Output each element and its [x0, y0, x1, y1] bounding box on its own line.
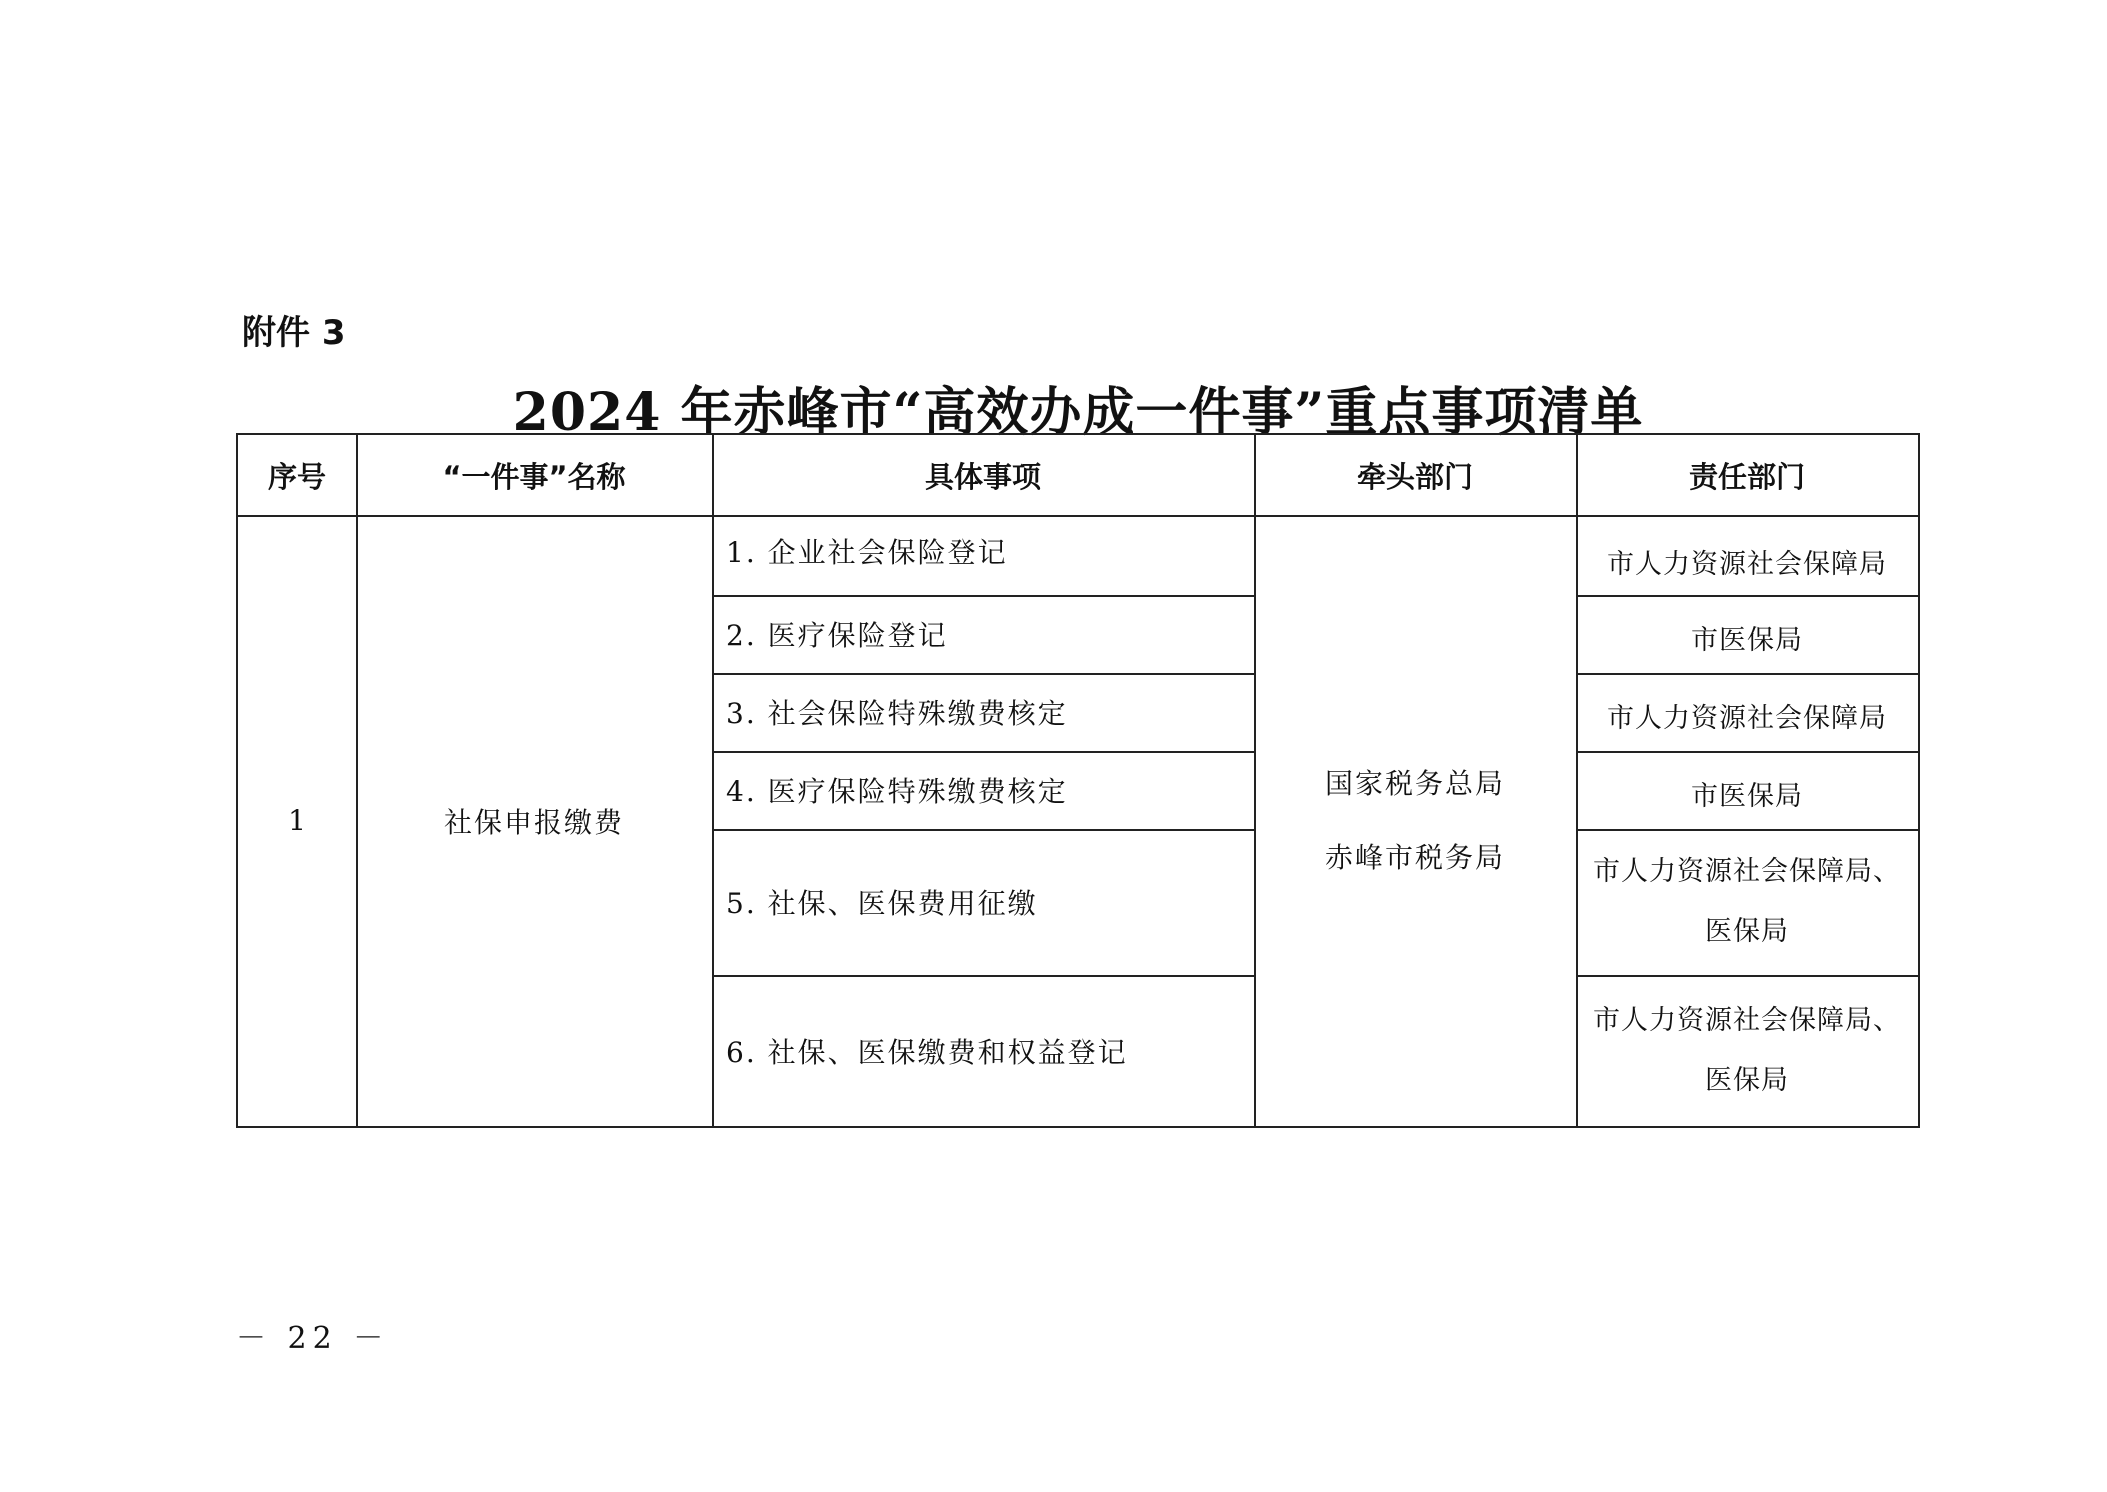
responsible-department-line: 市医保局: [1691, 781, 1803, 812]
page-title: 2024 年赤峰市“高效办成一件事”重点事项清单: [512, 382, 1644, 443]
page-number: － 22 －: [236, 1321, 390, 1356]
specific-item: 5. 社保、医保费用征缴: [726, 887, 1038, 920]
responsible-department-line: 市人力资源社会保障局: [1607, 549, 1887, 580]
lead-department-line: 国家税务总局: [1324, 766, 1505, 800]
responsible-department: [1576, 515, 1918, 595]
header-lead: 牵头部门: [1356, 459, 1473, 494]
lead-department-line: 赤峰市税务局: [1324, 840, 1505, 874]
header-items: 具体事项: [924, 459, 1041, 494]
responsible-department-line: 市医保局: [1691, 625, 1803, 656]
responsible-department-line: 市人力资源社会保障局: [1607, 703, 1887, 734]
responsible-department: [1576, 751, 1918, 829]
responsible-department-line: 市人力资源社会保障局、: [1593, 856, 1901, 887]
specific-item: 1. 企业社会保险登记: [726, 536, 1008, 569]
responsible-department: [1576, 829, 1918, 975]
attachment-label: 附件 3: [242, 313, 346, 353]
specific-item: 2. 医疗保险登记: [726, 619, 948, 652]
responsible-department-line: 市人力资源社会保障局、: [1593, 1004, 1901, 1036]
lead-department-cell: [1254, 515, 1576, 1126]
header-seq: 序号: [267, 459, 326, 494]
key-items-table: [236, 433, 1920, 1128]
responsible-department: [1576, 975, 1918, 1126]
seq-cell: 1: [288, 804, 306, 837]
specific-item: 4. 医疗保险特殊缴费核定: [726, 775, 1068, 808]
responsible-department: [1576, 595, 1918, 673]
header-name: “一件事”名称: [442, 459, 626, 494]
header-resp: 责任部门: [1688, 459, 1805, 494]
specific-item: 3. 社会保险特殊缴费核定: [726, 697, 1068, 730]
responsible-department-line: 医保局: [1705, 1064, 1789, 1096]
responsible-department-line: 医保局: [1705, 916, 1789, 947]
specific-item: 6. 社保、医保缴费和权益登记: [726, 1035, 1128, 1069]
responsible-department: [1576, 673, 1918, 751]
item-name-cell: 社保申报缴费: [443, 805, 624, 839]
